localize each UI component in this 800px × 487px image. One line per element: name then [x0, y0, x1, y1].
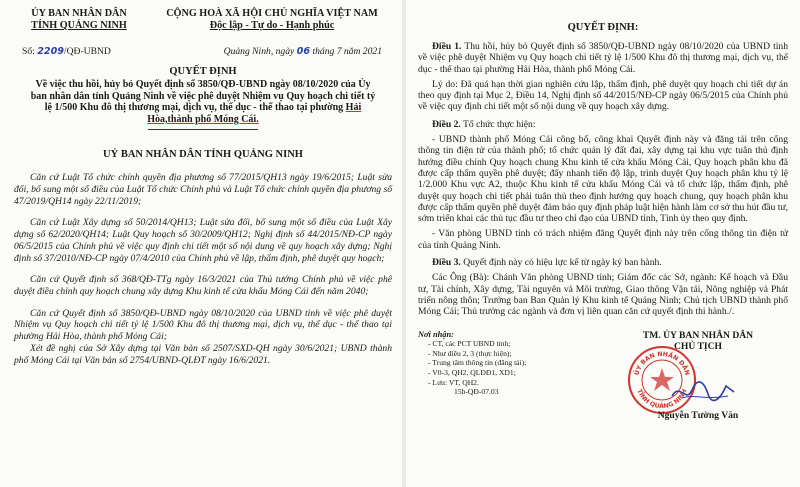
national-motto: [152, 8, 392, 32]
legal-basis-1: Căn cứ Luật Tổ chức chính quyền địa phương số 77/2015/QH13 ngày 19/6/2015; Luật sửa đổi, bổ sung một số điều của Luật Tổ chức Chính phủ và Luật Tổ chức chính quyền địa phương số 47/2019/QH14 ngày 22/11/2019;: [14, 172, 392, 207]
sign-line2: CHỦ TỊCH: [673, 340, 723, 352]
recipients-label: Nơi nhận:: [418, 329, 454, 339]
legal-basis-2: Căn cứ Luật Xây dựng số 50/2014/QH13; Luật sửa đổi, bổ sung một số điều của Luật Xây dựng số 62/2020/QH14; Luật Quy hoạch số 30/2009/QH12; Nghị định số 44/2015/NĐ-CP ngày 06/5/2015 của Chính phủ về việc quy định chi tiết một số nội dung về quy hoạch xây dựng; Nghị định số 37/2010/NĐ-CP ngày 07/4/2010 của Chính phủ về lập, thẩm định, phê duyệt quy hoạch;: [14, 217, 392, 264]
article-1-reason: Lý do: Đã quá hạn thời gian nghiên cứu lập, thẩm định, phê duyệt quy hoạch chi tiết dự án theo quy định tại Mục 2, Điều 14, Nghị định số 44/2015/NĐ-CP ngày 06/5/2015 của Chính phủ về việc quy định chi tiết một số nội dung về quy hoạch xây dựng.: [418, 78, 788, 113]
signature-icon: [668, 378, 738, 404]
nation-line2: Độc lập - Tự do - Hạnh phúc: [209, 20, 335, 31]
seal-text-bottom: TỈNH QUẢNG NINH: [635, 387, 689, 410]
decision-number: Số: 2209/QĐ-UBND: [22, 46, 111, 57]
nation-line1: CỘNG HOÀ XÃ HỘI CHỦ NGHĨA VIỆT NAM: [166, 8, 378, 19]
document-header: [14, 8, 392, 32]
recipient-line: - Như điều 2, 3 (thực hiện);: [428, 348, 512, 358]
recipient-line: - CT, các PCT UBND tỉnh;: [428, 339, 511, 349]
number-date-row: [14, 46, 392, 57]
article-2: Điều 2. Tổ chức thực hiện:: [432, 118, 536, 130]
agency-line2: TỈNH QUẢNG NINH: [31, 20, 127, 31]
signer-name: Nguyễn Tường Văn: [657, 409, 739, 421]
recipient-line: - Lưu: VT, QH2.: [428, 377, 479, 387]
closing-clause: Các Ông (Bà): Chánh Văn phòng UBND tỉnh; Giám đốc các Sở, ngành: Kế hoạch và Đầu tư, Tài chính, Xây dựng, Tài nguyên và Môi trường, Giao thông Vận tải, Nông nghiệp và Phát triển nông thôn; Trưởng ban Ban Quản lý Khu kinh tế Quảng Ninh; Chủ tịch UBND thành phố Móng Cái; Thủ trưởng các ngành và đơn vị liên quan căn cứ quyết định thi hành./.: [418, 272, 788, 318]
legal-basis-5: Xét đề nghị của Sở Xây dựng tại Văn bản số 2507/SXD-QH ngày 30/6/2021; UBND thành phố Móng Cái tại Văn bản số 2754/UBND-QLĐT ngày 16/6/2021.: [14, 342, 392, 366]
recipient-line: - Trung tâm thông tin (đăng tải);: [428, 358, 527, 368]
decision-title: QUYẾT ĐỊNH: [169, 66, 237, 77]
right-page: [406, 0, 800, 487]
seal-text-top: ỦY BAN NHÂN DÂN: [633, 350, 691, 376]
article-2-point-2: - Văn phòng UBND tỉnh có trách nhiệm đăng Quyết định này trên cổng thông tin điện tử của tỉnh Quảng Ninh.: [418, 228, 788, 251]
signature-block: [418, 330, 788, 421]
handwritten-number: 2209: [37, 46, 64, 57]
legal-basis-3: Căn cứ Quyết định số 368/QĐ-TTg ngày 16/3/2021 của Thủ tướng Chính phủ về việc phê duyệt điều chỉnh quy hoạch chung xây dựng Khu kinh tế cửa khẩu Móng Cái đến năm 2040;: [14, 274, 392, 297]
recipient-line: - V0-3, QH2, QLĐĐ1, XD1;: [428, 367, 516, 377]
decision-subject: Về việc thu hồi, hủy bỏ Quyết định số 3850/QĐ-UBND ngày 08/10/2020 của Ủy ban nhân dân tỉnh Quảng Ninh về việc phê duyệt Nhiệm vụ Quy hoạch chi tiết tỷ lệ 1/500 Khu đô thị thương mại, dịch vụ, thể dục - thể thao tại phường Hải Hòa,thành phố Móng Cái.: [30, 79, 376, 125]
agency-line1: ỦY BAN NHÂN DÂN: [31, 8, 127, 19]
issue-date: Quảng Ninh, ngày 06 tháng 7 năm 2021: [223, 46, 382, 57]
divider: [148, 129, 258, 130]
authority-heading: UỶ BAN NHÂN DÂN TỈNH QUẢNG NINH: [103, 149, 303, 161]
recipients: [418, 330, 578, 421]
document-code: 15b-QĐ-07.03: [454, 387, 499, 397]
article-2-point-1: - UBND thành phố Móng Cái công bố, công khai Quyết định này và đăng tải trên cổng thông tin điện tử của thành phố; tổ chức quản lý đất đai, xây dựng tại khu vực tuân thủ định hướng điều chỉnh Quy hoạch chung Khu kinh tế cửa khẩu Móng Cái, Quy hoạch phân khu đã được cấp thẩm quyền phê duyệt; đẩy nhanh tiến độ lập, trình duyệt Quy hoạch phân khu tỷ lệ 1/2.000 Khu vực A2, thuộc Khu kinh tế cửa khẩu Móng Cái và tổ chức lập, thẩm định, phê duyệt quy hoạch chi tiết phải tuân thủ theo định hướng quy hoạch chung, quy hoạch phân khu được cấp thẩm quyền phê duyệt đảm bảo quy định pháp luật hiện hành làm cơ sở thu hút đầu tư, sớm triển khai các thủ tục đầu tư theo chỉ đạo của UBND tỉnh, Tỉnh ủy theo quy định.: [418, 134, 788, 225]
issuing-agency: [14, 8, 144, 32]
handwritten-day: 06: [296, 46, 311, 57]
subject-highlight: Hải Hòa,thành phố Móng Cái.: [147, 102, 362, 125]
article-1: Điều 1. Thu hồi, hủy bỏ Quyết định số 3850/QĐ-UBND ngày 08/10/2020 của UBND tỉnh về việc phê duyệt Nhiệm vụ Quy hoạch chi tiết tỷ lệ 1/500 Khu đô thị thương mại, dịch vụ, thể dục - thể thao tại phường Hải Hòa, thành phố Móng Cái.: [418, 41, 789, 75]
article-3: Điều 3. Quyết định này có hiệu lực kể từ ngày ký ban hành.: [432, 257, 662, 269]
sign-line1: TM. ỦY BAN NHÂN DÂN: [642, 329, 754, 341]
legal-basis-4: Căn cứ Quyết định số 3850/QĐ-UBND ngày 08/10/2020 của UBND tỉnh về việc phê duyệt Nhiệm vụ Quy hoạch chi tiết tỷ lệ 1/500 Khu đô thị thương mại, dịch vụ, thể dục - thể thao tại phường Hải Hòa, thành phố Móng Cái;: [14, 307, 392, 343]
decision-heading: QUYẾT ĐỊNH:: [567, 22, 639, 33]
signer: [608, 330, 788, 421]
